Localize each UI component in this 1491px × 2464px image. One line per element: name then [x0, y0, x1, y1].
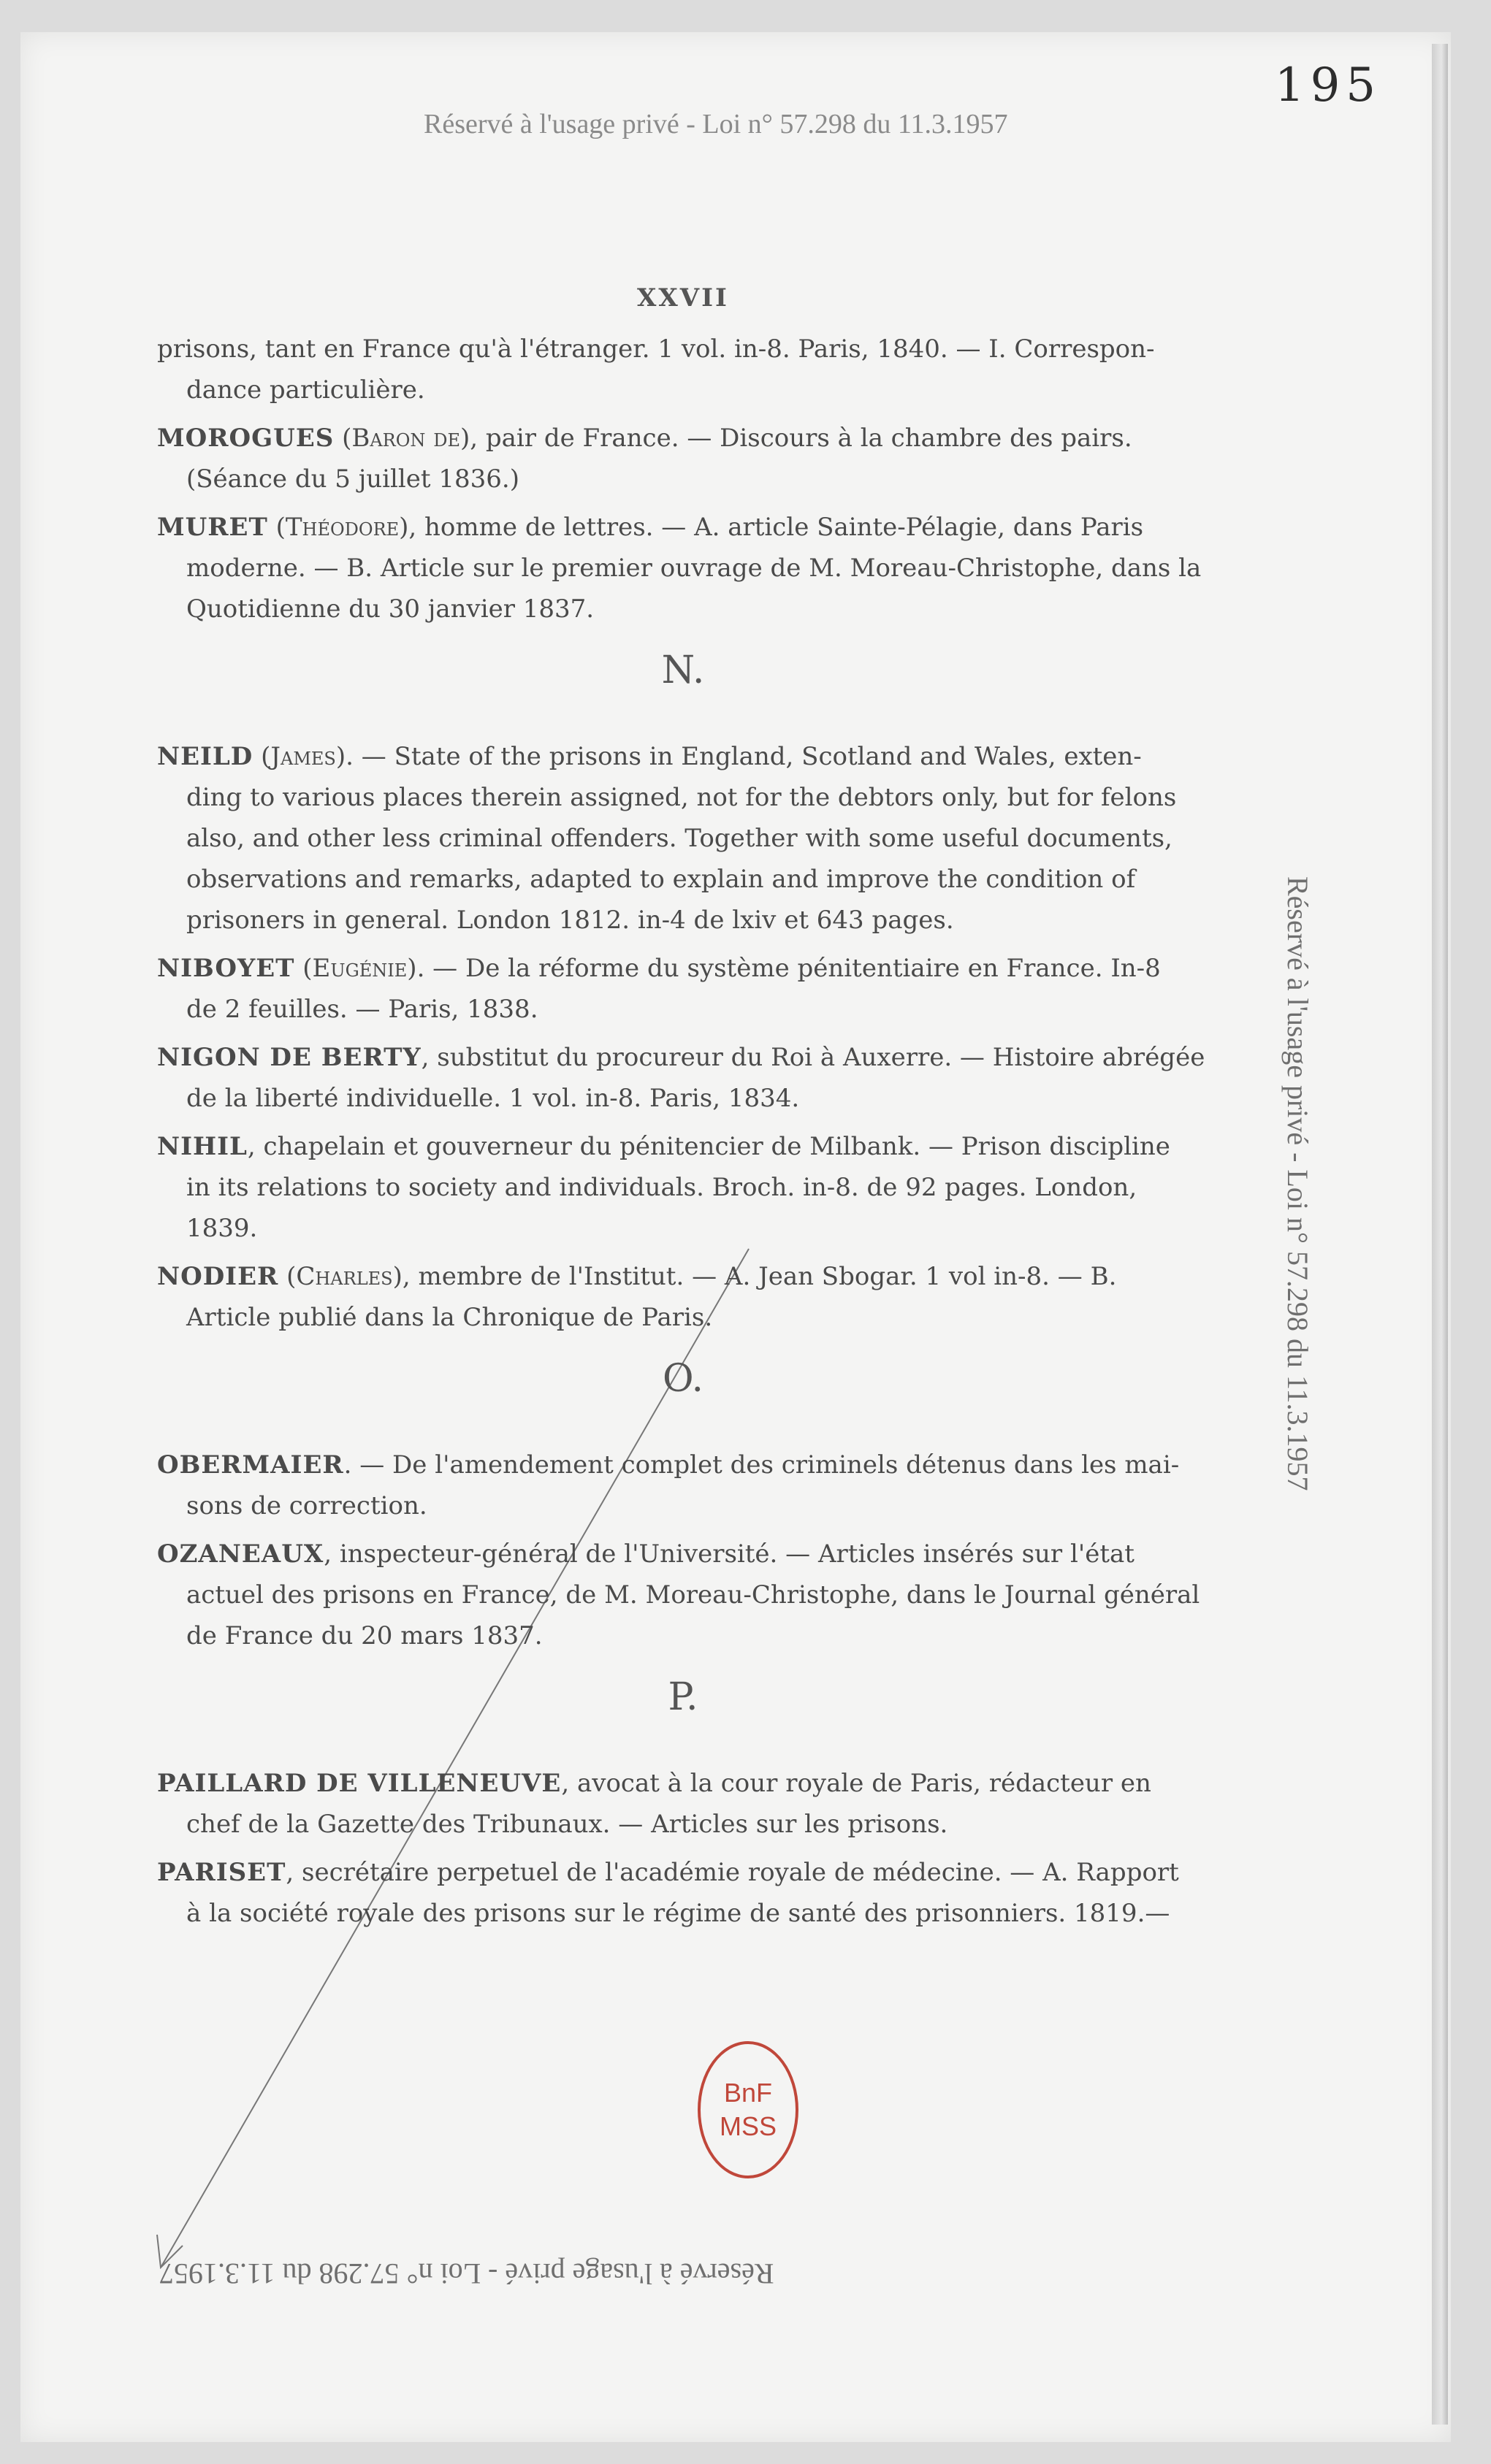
entries-m [157, 329, 1209, 630]
section-heading-n: N. [661, 648, 705, 692]
entry-text: . — State of the prisons in England, Scotland and Wales, exten- [346, 742, 1142, 771]
entry-text: , membre de l'Institut. — A. Jean Sbogar. 1 vol in-8. — B. [402, 1262, 1117, 1291]
entry-continuation: Article publié dans la Chronique de Paris. [186, 1303, 713, 1332]
entry-meta: (Charles) [286, 1262, 403, 1291]
entry [157, 507, 1209, 630]
entry-text: , substitut du procureur du Roi à Auxerre. — Histoire abrégée [421, 1043, 1205, 1072]
document-body [157, 278, 1209, 1941]
watermark-side: Réservé à l'usage privé - Loi n° 57.298 du 11.3.1957 [1281, 876, 1314, 1491]
section-heading-o: O. [662, 1357, 704, 1401]
entry [157, 1445, 1209, 1526]
entry-text: . — De l'amendement complet des criminels détenus dans les mai- [343, 1450, 1180, 1480]
entry-text: , pair de France. — Discours à la chambre des pairs. [470, 424, 1132, 453]
entry [157, 1852, 1209, 1934]
entry-name: OBERMAIER [157, 1450, 344, 1480]
entry-continuation: à la société royale des prisons sur le régime de santé des prisonniers. 1819.— [186, 1899, 1170, 1928]
entry-text: . — De la réforme du système pénitentiaire en France. In-8 [416, 954, 1161, 983]
entry-name: MOROGUES [157, 424, 335, 453]
entry [157, 736, 1209, 941]
entry-continuation: chef de la Gazette des Tribunaux. — Articles sur les prisons. [186, 1810, 948, 1839]
entry [157, 329, 1209, 410]
entries-p [157, 1763, 1209, 1934]
entry-name: NEILD [157, 742, 253, 771]
entry-name: PAILLARD DE VILLENEUVE [157, 1769, 562, 1798]
entry-continuation: de la liberté individuelle. 1 vol. in-8. Paris, 1834. [186, 1084, 800, 1113]
entry-continuation: ding to various places therein assigned, not for the debtors only, but for felons also, and other less criminal offenders. Together with some useful documents, observations and remarks, adapted to explain and improve the condition of prisoners in general. London 1812. in-4 de lxiv et 643 pages. [186, 783, 1177, 935]
section-heading-p: P. [668, 1675, 698, 1719]
entry-meta: (Théodore) [275, 513, 409, 542]
entry-name: NIGON DE BERTY [157, 1043, 422, 1072]
entry-text: , secrétaire perpetuel de l'académie royale de médecine. — A. Rapport [286, 1858, 1179, 1887]
entry [157, 1126, 1209, 1249]
entry [157, 1763, 1209, 1845]
entry-continuation: actuel des prisons en France, de M. Moreau-Christophe, dans le Journal général de France du 20 mars 1837. [186, 1580, 1200, 1650]
entry-meta: (James) [261, 742, 346, 771]
entry-name: OZANEAUX [157, 1539, 324, 1569]
entry-continuation: sons de correction. [186, 1491, 427, 1520]
entry [157, 948, 1209, 1030]
entry [157, 1037, 1209, 1119]
bnf-mss-stamp [698, 2041, 798, 2178]
entry-text: , inspecteur-général de l'Université. — Articles insérés sur l'état [324, 1539, 1135, 1569]
entry-text: prisons, tant en France qu'à l'étranger. 1 vol. in-8. Paris, 1840. — I. Correspon- [157, 334, 1155, 364]
entry-name: NODIER [157, 1262, 279, 1291]
entry-name: MURET [157, 513, 268, 542]
entry [157, 1256, 1209, 1338]
entry-text: , homme de lettres. — A. article Sainte-Pélagie, dans Paris [408, 513, 1144, 542]
stamp-line-1: BnF [723, 2078, 773, 2108]
entry-continuation: moderne. — B. Article sur le premier ouvrage de M. Moreau-Christophe, dans la Quotidienne du 30 janvier 1837. [186, 554, 1202, 624]
entry-name: NIHIL [157, 1132, 248, 1161]
page-roman-header: XXVII [637, 283, 729, 313]
entry-meta: (Eugénie) [302, 954, 417, 983]
entry-continuation: dance particulière. [186, 375, 425, 405]
entries-n [157, 736, 1209, 1338]
entry-continuation: in its relations to society and individuals. Broch. in-8. de 92 pages. London, 1839. [186, 1173, 1137, 1243]
stamp-line-2: MSS [719, 2111, 777, 2141]
entry-continuation: (Séance du 5 juillet 1836.) [186, 464, 519, 494]
watermark-bottom: Réservé à l'usage privé - Loi n° 57.298 du 11.3.1957 [159, 2257, 774, 2290]
entry-text: , chapelain et gouverneur du pénitencier de Milbank. — Prison discipline [247, 1132, 1170, 1161]
watermark-top: Réservé à l'usage privé - Loi n° 57.298 du 11.3.1957 [424, 109, 1008, 139]
entry [157, 1534, 1209, 1656]
entry-name: NIBOYET [157, 954, 295, 983]
entry-continuation: de 2 feuilles. — Paris, 1838. [186, 995, 538, 1024]
page-number: 195 [1274, 58, 1381, 112]
entry-text: , avocat à la cour royale de Paris, rédacteur en [561, 1769, 1151, 1798]
entries-o [157, 1445, 1209, 1656]
entry-name: PARISET [157, 1858, 286, 1887]
entry-meta: (Baron de) [342, 424, 470, 453]
entry [157, 418, 1209, 500]
